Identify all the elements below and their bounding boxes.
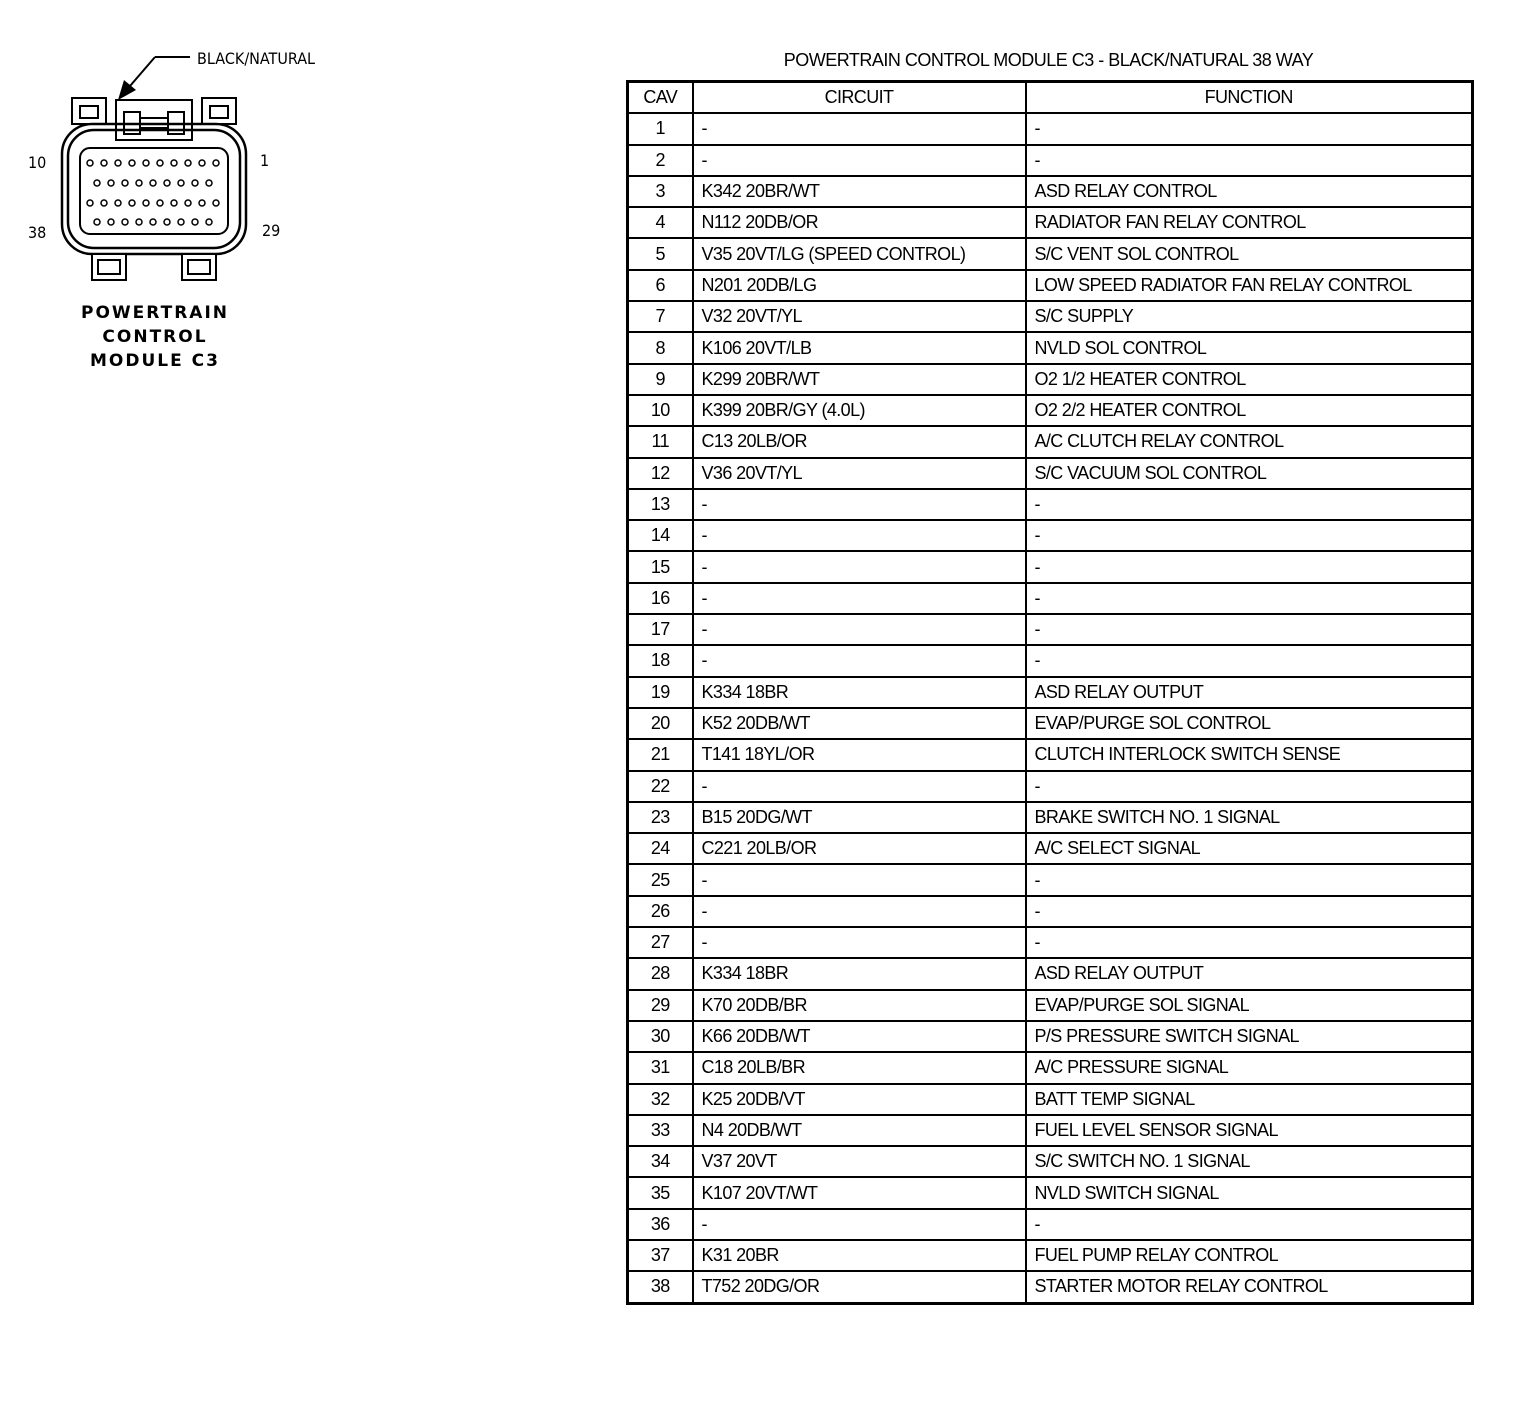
cell-circuit: - <box>693 520 1026 551</box>
connector-title-line-2: CONTROL <box>102 327 208 347</box>
pin-cavity <box>157 200 163 206</box>
pin-cavity <box>122 219 128 225</box>
table-row <box>628 990 1473 1021</box>
cell-circuit: C13 20LB/OR <box>693 426 1026 457</box>
pinout-table <box>626 80 1474 1305</box>
pin-cavity <box>129 160 135 166</box>
cell-function: ASD RELAY OUTPUT <box>1026 958 1473 989</box>
connector-title-line-1: POWERTRAIN <box>81 303 229 323</box>
table-row <box>628 1052 1473 1083</box>
cell-cav: 17 <box>628 614 693 645</box>
cell-function: LOW SPEED RADIATOR FAN RELAY CONTROL <box>1026 270 1473 301</box>
pin-cavity <box>192 180 198 186</box>
table-row <box>628 176 1473 207</box>
cell-circuit: K334 18BR <box>693 677 1026 708</box>
cell-function: RADIATOR FAN RELAY CONTROL <box>1026 207 1473 238</box>
table-row <box>628 1177 1473 1208</box>
cell-circuit: - <box>693 771 1026 802</box>
header-cav: CAV <box>628 82 693 114</box>
cell-circuit: K66 20DB/WT <box>693 1021 1026 1052</box>
pin-cavity <box>122 180 128 186</box>
cell-function: - <box>1026 520 1473 551</box>
cell-cav: 4 <box>628 207 693 238</box>
pin-cavity <box>192 219 198 225</box>
cell-cav: 18 <box>628 645 693 676</box>
table-row <box>628 1115 1473 1146</box>
cell-function: FUEL LEVEL SENSOR SIGNAL <box>1026 1115 1473 1146</box>
cell-function: EVAP/PURGE SOL CONTROL <box>1026 708 1473 739</box>
pin-cavity <box>213 160 219 166</box>
connector-diagram <box>0 0 360 380</box>
cell-cav: 8 <box>628 332 693 363</box>
cell-function: CLUTCH INTERLOCK SWITCH SENSE <box>1026 739 1473 770</box>
header-circuit: CIRCUIT <box>693 82 1026 114</box>
cell-circuit: C18 20LB/BR <box>693 1052 1026 1083</box>
table-row <box>628 1021 1473 1052</box>
pin-cavity <box>150 180 156 186</box>
pin-cavity <box>87 160 93 166</box>
cell-cav: 12 <box>628 458 693 489</box>
cell-function: FUEL PUMP RELAY CONTROL <box>1026 1240 1473 1271</box>
cell-cav: 23 <box>628 802 693 833</box>
cell-cav: 13 <box>628 489 693 520</box>
pin-cavity <box>199 160 205 166</box>
pin-cavity <box>164 180 170 186</box>
table-row <box>628 145 1473 176</box>
table-row <box>628 1271 1473 1303</box>
cell-circuit: - <box>693 614 1026 645</box>
cell-function: - <box>1026 113 1473 144</box>
table-row <box>628 677 1473 708</box>
table-row <box>628 270 1473 301</box>
cell-cav: 38 <box>628 1271 693 1303</box>
cell-function: NVLD SWITCH SIGNAL <box>1026 1177 1473 1208</box>
pin-cavity <box>157 160 163 166</box>
pin-cavity <box>185 200 191 206</box>
cell-function: A/C PRESSURE SIGNAL <box>1026 1052 1473 1083</box>
pin-label-38: 38 <box>28 223 47 242</box>
cell-circuit: K31 20BR <box>693 1240 1026 1271</box>
cell-cav: 26 <box>628 896 693 927</box>
table-row <box>628 739 1473 770</box>
cell-cav: 21 <box>628 739 693 770</box>
cell-cav: 6 <box>628 270 693 301</box>
pin-cavity <box>94 219 100 225</box>
cell-cav: 24 <box>628 833 693 864</box>
table-row <box>628 426 1473 457</box>
cell-circuit: C221 20LB/OR <box>693 833 1026 864</box>
cell-circuit: - <box>693 864 1026 895</box>
cell-cav: 37 <box>628 1240 693 1271</box>
pin-cavity <box>143 200 149 206</box>
cell-circuit: V32 20VT/YL <box>693 301 1026 332</box>
pin-cavity <box>108 219 114 225</box>
table-row <box>628 301 1473 332</box>
pin-cavity <box>206 180 212 186</box>
cell-cav: 19 <box>628 677 693 708</box>
pin-cavity <box>171 160 177 166</box>
cell-cav: 22 <box>628 771 693 802</box>
connector-color-label: BLACK/NATURAL <box>197 49 316 68</box>
pin-cavity <box>150 219 156 225</box>
cell-circuit: - <box>693 489 1026 520</box>
cell-function: - <box>1026 864 1473 895</box>
pin-cavity <box>129 200 135 206</box>
cell-function: S/C VACUUM SOL CONTROL <box>1026 458 1473 489</box>
table-row <box>628 238 1473 269</box>
cell-cav: 30 <box>628 1021 693 1052</box>
cell-cav: 11 <box>628 426 693 457</box>
cell-cav: 36 <box>628 1209 693 1240</box>
table-row <box>628 833 1473 864</box>
table-row <box>628 207 1473 238</box>
cell-cav: 32 <box>628 1084 693 1115</box>
cell-circuit: - <box>693 927 1026 958</box>
cell-function: NVLD SOL CONTROL <box>1026 332 1473 363</box>
pin-grid <box>87 160 219 225</box>
pin-cavity <box>101 160 107 166</box>
cell-function: - <box>1026 145 1473 176</box>
table-row <box>628 520 1473 551</box>
cell-circuit: N201 20DB/LG <box>693 270 1026 301</box>
cell-cav: 1 <box>628 113 693 144</box>
cell-function: BATT TEMP SIGNAL <box>1026 1084 1473 1115</box>
cell-circuit: B15 20DG/WT <box>693 802 1026 833</box>
cell-function: BRAKE SWITCH NO. 1 SIGNAL <box>1026 802 1473 833</box>
cell-cav: 5 <box>628 238 693 269</box>
cell-function: P/S PRESSURE SWITCH SIGNAL <box>1026 1021 1473 1052</box>
pin-label-1: 1 <box>260 151 270 170</box>
pin-cavity <box>94 180 100 186</box>
table-row <box>628 927 1473 958</box>
cell-circuit: K52 20DB/WT <box>693 708 1026 739</box>
color-leader-arrow <box>130 57 190 86</box>
cell-cav: 9 <box>628 364 693 395</box>
cell-function: ASD RELAY CONTROL <box>1026 176 1473 207</box>
cell-cav: 2 <box>628 145 693 176</box>
pin-cavity <box>101 200 107 206</box>
cell-cav: 31 <box>628 1052 693 1083</box>
pin-cavity <box>87 200 93 206</box>
pin-cavity <box>164 219 170 225</box>
pin-cavity <box>115 160 121 166</box>
cell-circuit: T752 20DG/OR <box>693 1271 1026 1303</box>
cell-cav: 28 <box>628 958 693 989</box>
cell-cav: 14 <box>628 520 693 551</box>
cell-circuit: K25 20DB/VT <box>693 1084 1026 1115</box>
table-row <box>628 458 1473 489</box>
cell-function: STARTER MOTOR RELAY CONTROL <box>1026 1271 1473 1303</box>
table-row <box>628 1209 1473 1240</box>
table-row <box>628 771 1473 802</box>
table-row <box>628 1084 1473 1115</box>
cell-circuit: N112 20DB/OR <box>693 207 1026 238</box>
cell-circuit: K334 18BR <box>693 958 1026 989</box>
cell-circuit: K299 20BR/WT <box>693 364 1026 395</box>
cell-function: ASD RELAY OUTPUT <box>1026 677 1473 708</box>
cell-circuit: - <box>693 645 1026 676</box>
cell-circuit: N4 20DB/WT <box>693 1115 1026 1146</box>
cell-circuit: K106 20VT/LB <box>693 332 1026 363</box>
cell-cav: 15 <box>628 551 693 582</box>
pin-label-29: 29 <box>262 221 281 240</box>
connector-title-line-3: MODULE C3 <box>90 351 220 371</box>
cell-circuit: - <box>693 896 1026 927</box>
table-header-row <box>628 82 1473 114</box>
pin-cavity <box>178 219 184 225</box>
table-row <box>628 802 1473 833</box>
pin-cavity <box>185 160 191 166</box>
pin-cavity <box>115 200 121 206</box>
cell-cav: 3 <box>628 176 693 207</box>
table-row <box>628 395 1473 426</box>
cell-cav: 35 <box>628 1177 693 1208</box>
cell-circuit: - <box>693 551 1026 582</box>
cell-circuit: - <box>693 145 1026 176</box>
table-row <box>628 896 1473 927</box>
pin-cavity <box>178 180 184 186</box>
cell-function: - <box>1026 896 1473 927</box>
table-row <box>628 489 1473 520</box>
cell-function: S/C SUPPLY <box>1026 301 1473 332</box>
pin-cavity <box>213 200 219 206</box>
table-row <box>628 708 1473 739</box>
cell-function: - <box>1026 489 1473 520</box>
header-function: FUNCTION <box>1026 82 1473 114</box>
cell-circuit: K342 20BR/WT <box>693 176 1026 207</box>
cell-cav: 33 <box>628 1115 693 1146</box>
top-latches <box>72 98 236 140</box>
cell-cav: 27 <box>628 927 693 958</box>
cell-circuit: K70 20DB/BR <box>693 990 1026 1021</box>
cell-cav: 29 <box>628 990 693 1021</box>
table-row <box>628 958 1473 989</box>
pin-cavity <box>136 180 142 186</box>
cell-circuit: - <box>693 113 1026 144</box>
table-row <box>628 113 1473 144</box>
cell-circuit: K107 20VT/WT <box>693 1177 1026 1208</box>
pin-cavity <box>136 219 142 225</box>
cell-circuit: V36 20VT/YL <box>693 458 1026 489</box>
cell-cav: 20 <box>628 708 693 739</box>
table-row <box>628 864 1473 895</box>
cell-function: EVAP/PURGE SOL SIGNAL <box>1026 990 1473 1021</box>
cell-function: - <box>1026 771 1473 802</box>
table-row <box>628 1146 1473 1177</box>
cell-circuit: V37 20VT <box>693 1146 1026 1177</box>
cell-function: - <box>1026 645 1473 676</box>
cell-function: - <box>1026 614 1473 645</box>
cell-cav: 10 <box>628 395 693 426</box>
table-title: POWERTRAIN CONTROL MODULE C3 - BLACK/NATURAL 38 WAY <box>783 50 1314 70</box>
cell-function: - <box>1026 927 1473 958</box>
cell-function: A/C CLUTCH RELAY CONTROL <box>1026 426 1473 457</box>
cell-function: O2 1/2 HEATER CONTROL <box>1026 364 1473 395</box>
cell-function: - <box>1026 583 1473 614</box>
cell-function: - <box>1026 551 1473 582</box>
pinout-rows <box>628 113 1473 1303</box>
bottom-feet <box>92 254 216 280</box>
pin-cavity <box>206 219 212 225</box>
cell-circuit: - <box>693 583 1026 614</box>
pin-cavity <box>171 200 177 206</box>
table-row <box>628 614 1473 645</box>
pin-label-10: 10 <box>28 153 47 172</box>
cell-function: A/C SELECT SIGNAL <box>1026 833 1473 864</box>
cell-cav: 34 <box>628 1146 693 1177</box>
cell-function: S/C SWITCH NO. 1 SIGNAL <box>1026 1146 1473 1177</box>
table-row <box>628 332 1473 363</box>
pin-cavity <box>143 160 149 166</box>
table-row <box>628 583 1473 614</box>
pin-cavity <box>199 200 205 206</box>
table-row <box>628 645 1473 676</box>
cell-circuit: T141 18YL/OR <box>693 739 1026 770</box>
pin-cavity <box>108 180 114 186</box>
cell-cav: 25 <box>628 864 693 895</box>
table-row <box>628 551 1473 582</box>
cell-cav: 7 <box>628 301 693 332</box>
cell-circuit: K399 20BR/GY (4.0L) <box>693 395 1026 426</box>
cell-function: S/C VENT SOL CONTROL <box>1026 238 1473 269</box>
cell-function: O2 2/2 HEATER CONTROL <box>1026 395 1473 426</box>
cell-circuit: V35 20VT/LG (SPEED CONTROL) <box>693 238 1026 269</box>
cell-circuit: - <box>693 1209 1026 1240</box>
table-row <box>628 1240 1473 1271</box>
table-row <box>628 364 1473 395</box>
cell-function: - <box>1026 1209 1473 1240</box>
cell-cav: 16 <box>628 583 693 614</box>
